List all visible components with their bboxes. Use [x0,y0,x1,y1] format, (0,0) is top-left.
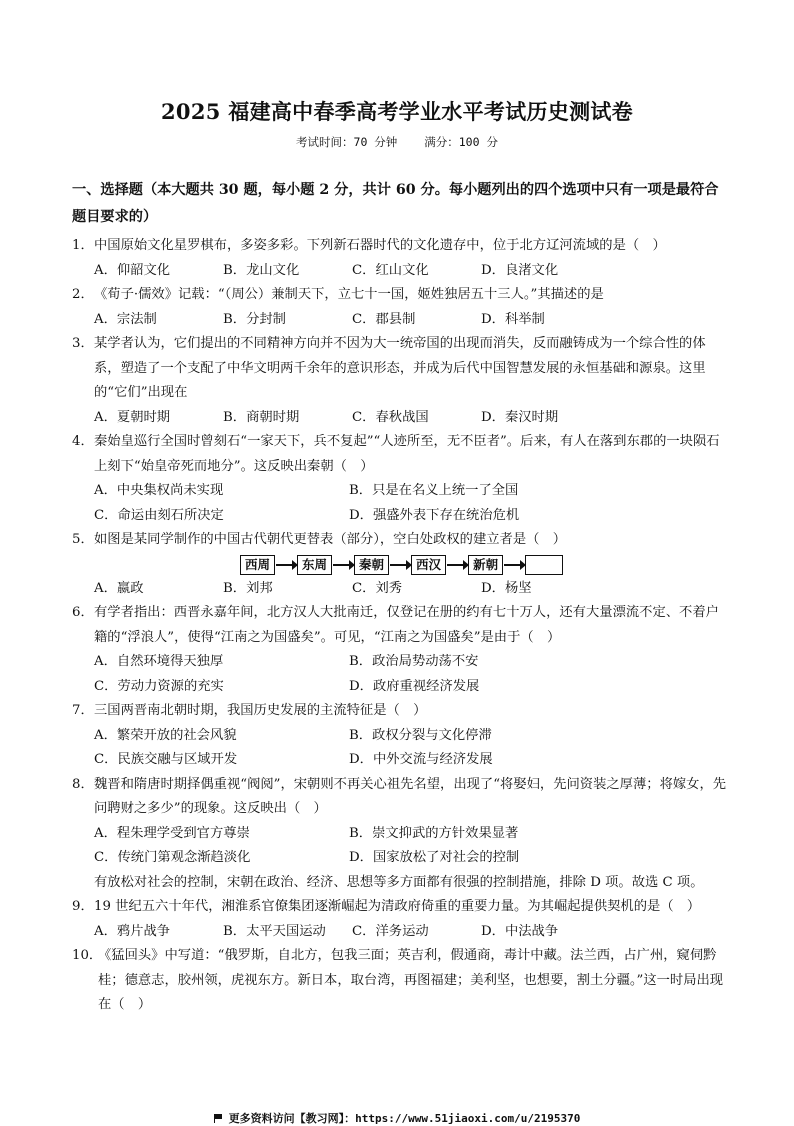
option-d: D．科举制 [481,311,545,327]
question-4 [72,430,732,479]
question-stem: 中国原始文化星罗棋布，多姿多彩。下列新石器时代的文化遗存中，位于北方辽河流域的是（ ） [94,238,666,253]
section-heading: 一、选择题（本大题共 30 题，每小题 2 分，共计 60 分。每小题列出的四个选项中只有一项是最符合题目要求的） [72,182,719,225]
exam-body [72,177,732,1018]
question-7-options [72,724,732,773]
blank-dynasty-box [525,555,563,575]
option-c: C．郡县制 [352,311,416,327]
question-6 [72,601,732,650]
question-number: 5． [72,532,94,547]
page-title: 2025 福建高中春季高考学业水平考试历史测试卷 [161,99,633,124]
option-b: B．只是在名义上统一了全国 [349,483,519,498]
option-a: A．仰韶文化 [94,262,171,278]
answer-explanation: 有放松对社会的控制，宋朝在政治、经济、思想等多方面都有很强的控制措施，排除 D 项。故选 C 项。 [94,874,704,890]
question-stem: 秦始皇巡行全国时曾刻石“一家天下，兵不复起”“人迹所至，无不臣者”。后来，有人在落到东郡的一块陨石上刻下“始皇帝死而地分”。这反映出秦朝（ ） [94,434,720,474]
question-5 [72,528,732,553]
option-a: A．宗法制 [94,311,157,327]
dynasty-box: 西汉 [411,555,446,575]
question-stem: 如图是某同学制作的中国古代朝代更替表（部分），空白处政权的建立者是（ ） [94,532,567,547]
option-a: A．繁荣开放的社会风貌 [94,727,237,743]
option-d: D．强盛外表下存在统治危机 [349,507,520,523]
question-number: 2． [72,287,94,302]
option-b: B．政权分裂与文化停滞 [349,727,492,743]
option-a: A．中央集权尚未实现 [94,483,224,498]
option-d: D．国家放松了对社会的控制 [349,850,520,865]
question-stem: 三国两晋南北朝时期，我国历史发展的主流特征是（ ） [94,703,427,718]
question-stem: 19 世纪五六十年代，湘淮系官僚集团逐渐崛起为清政府倚重的重要力量。为其崛起提供契机的是（ ） [94,899,701,914]
question-number: 9． [72,899,94,914]
question-number: 1． [72,238,94,253]
question-1 [72,234,732,259]
exam-time: 考试时间：70 分钟 [296,135,398,149]
option-c: C．洋务运动 [352,923,429,939]
dynasty-box: 西周 [240,555,275,575]
option-d: D．杨坚 [481,580,532,596]
question-2 [72,283,732,308]
dynasty-box: 新朝 [468,555,503,575]
question-8 [72,773,732,822]
question-8-options [72,822,732,871]
option-b: B．刘邦 [223,580,273,596]
option-d: D．秦汉时期 [481,409,559,425]
arrow-icon [333,564,353,566]
dynasty-flowchart [240,553,732,577]
question-7 [72,699,732,724]
question-10 [72,944,732,1018]
exam-score: 满分：100 分 [424,135,498,149]
question-9 [72,895,732,920]
question-number: 3． [72,336,94,351]
exam-info [0,134,794,150]
question-stem: 魏晋和隋唐时期择偶重视“阀阅”，宋朝则不再关心祖先名望，出现了“将娶妇，先问资装之厚薄；将嫁女，先问聘财之多少”的现象。这反映出（ ） [94,776,727,816]
option-d: D．政府重视经济发展 [349,678,480,694]
arrow-icon [504,564,524,566]
arrow-icon [390,564,410,566]
option-c: C．劳动力资源的充实 [94,678,224,694]
option-b: B．分封制 [223,311,286,327]
option-c: C．命运由刻石所决定 [94,507,224,523]
dynasty-box: 东周 [297,555,332,575]
option-a: A．自然环境得天独厚 [94,654,224,669]
question-number: 7． [72,703,94,718]
question-6-options [72,650,732,699]
question-9-options [72,920,732,945]
option-a: A．夏朝时期 [94,409,171,425]
option-d: D．中外交流与经济发展 [349,752,493,767]
option-a: A．程朱理学受到官方尊崇 [94,825,250,841]
question-number: 8． [72,776,94,792]
question-1-options [72,259,732,284]
option-b: B．崇文抑武的方针效果显著 [349,825,519,841]
option-c: C．春秋战国 [352,409,429,425]
option-b: B．政治局势动荡不安 [349,654,479,669]
option-b: B．商朝时期 [223,409,300,425]
question-3-options [72,406,732,431]
question-4-options [72,479,732,528]
flag-icon [214,1114,223,1123]
option-c: C．传统门第观念渐趋淡化 [94,850,251,865]
option-c: C．红山文化 [352,262,429,278]
option-b: B．龙山文化 [223,262,300,278]
dynasty-box: 秦朝 [354,555,389,575]
question-number: 6． [72,605,94,620]
option-d: D．中法战争 [481,923,559,939]
question-5-options [72,577,732,602]
option-b: B．太平天国运动 [223,923,326,939]
question-number: 4． [72,434,94,449]
question-stem: 《荀子·儒效》记载：“（周公）兼制天下，立七十一国，姬姓独居五十三人。”其描述的是 [94,287,604,302]
arrow-icon [447,564,467,566]
option-a: A．嬴政 [94,580,144,596]
question-stem: 某学者认为，它们提出的不同精神方向并不因为大一统帝国的出现而消失，反而融铸成为一个综合性的体系，塑造了一个支配了中华文明两千余年的意识形态，并成为后代中国智慧发展的永恒基础和源泉。这里的“它们”出现在 [94,336,706,400]
question-stem: 《猛回头》中写道：“俄罗斯，自北方，包我三面；英吉利，假通商，毒计中藏。法兰西，占广州，窥伺黔桂；德意志，胶州领，虎视东方。新日本，取台湾，再图福建；美利坚，也想要，割土分疆。”这一时局出现在（ ） [98,948,724,1012]
arrow-icon [276,564,296,566]
question-number: 10． [72,948,103,963]
option-a: A．鸦片战争 [94,923,171,939]
question-3 [72,332,732,406]
footer-link[interactable]: 更多资料访问【教习网】：https://www.51jiaoxi.com/u/2195370 [228,1112,581,1125]
question-2-options [72,308,732,333]
option-c: C．民族交融与区域开发 [94,752,238,767]
option-c: C．刘秀 [352,580,403,596]
question-stem: 有学者指出：西晋永嘉年间，北方汉人大批南迁，仅登记在册的约有七十万人，还有大量漂流不定、不着户籍的“浮浪人”，使得“江南之为国盛矣”。可见，“江南之为国盛矣”是由于（ ） [94,605,719,645]
option-d: D．良渚文化 [481,262,559,278]
